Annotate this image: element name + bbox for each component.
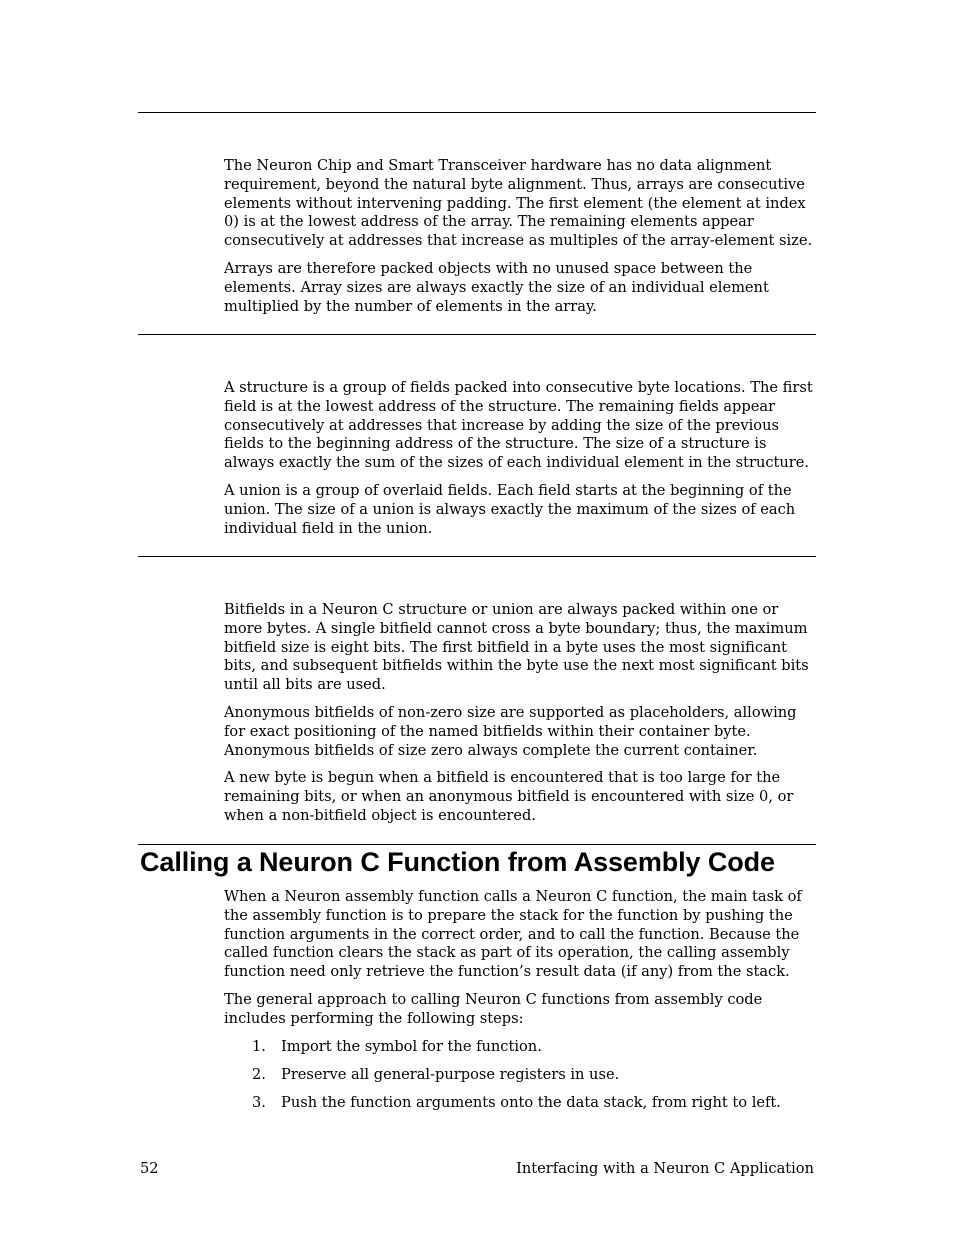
calling-section	[224, 888, 816, 1029]
section-divider-bitfields	[138, 556, 816, 557]
bitfields-paragraph-2: Anonymous bitfields of non-zero size are supported as placeholders, allowing for exact positioning of the named bitfields within their container byte. Anonymous bitfields of size zero always complete the current container.	[224, 703, 797, 759]
section-divider-arrays	[138, 112, 816, 113]
steps-list	[252, 1038, 816, 1113]
bitfields-paragraph-1: Bitfields in a Neuron C structure or union are always packed within one or more bytes. A single bitfield cannot cross a byte boundary; thus, the maximum bitfield size is eight bits. The first bitfield in a byte uses the most significant bits, and subsequent bitfields within the byte use the next most significant bits until all bits are used.	[224, 601, 809, 694]
list-item	[252, 1038, 816, 1057]
step-text: Preserve all general-purpose registers in use.	[281, 1065, 620, 1083]
arrays-paragraph-1: The Neuron Chip and Smart Transceiver hardware has no data alignment requirement, beyond the natural byte alignment. Thus, arrays are consecutive elements without intervening padding. The first element (the element at index 0) is at the lowest address of the array. The remaining elements appear consecutively at addresses that increase as multiples of the array-element size.	[224, 157, 813, 250]
step-number: 3.	[252, 1093, 266, 1111]
bitfields-section	[224, 601, 816, 826]
step-text: Import the symbol for the function.	[281, 1038, 542, 1055]
structures-paragraph-2: A union is a group of overlaid fields. Each field starts at the beginning of the union. The size of a union is always exactly the maximum of the sizes of each individual field in the union.	[224, 481, 796, 537]
step-number: 1.	[252, 1038, 266, 1055]
section-divider-structures	[138, 334, 816, 335]
step-text: Push the function arguments onto the data stack, from right to left.	[281, 1093, 781, 1111]
list-item	[252, 1094, 816, 1113]
calling-paragraph-1: When a Neuron assembly function calls a Neuron C function, the main task of the assembly function is to prepare the stack for the function by pushing the function arguments in the correct order, and to call the function. Because the called function clears the stack as part of its operation, the calling assembly function need only retrieve the function’s result data (if any) from the stack.	[224, 888, 802, 981]
structures-paragraph-1: A structure is a group of fields packed into consecutive byte locations. The first field is at the lowest address of the structure. The remaining fields appear consecutively at addresses that increase by adding the size of the previous fields to the beginning address of the structure. The size of a structure is always exactly the sum of the sizes of each individual element in the structure.	[224, 379, 813, 472]
section-heading: Calling a Neuron C Function from Assembly Code	[140, 847, 775, 877]
step-number: 2.	[252, 1065, 266, 1083]
page-number: 52	[140, 1160, 159, 1177]
structures-section	[224, 379, 816, 538]
list-item	[252, 1066, 816, 1085]
footer-title: Interfacing with a Neuron C Application	[516, 1160, 814, 1177]
arrays-section	[224, 157, 816, 316]
arrays-paragraph-2: Arrays are therefore packed objects with no unused space between the elements. Array sizes are always exactly the size of an individual element multiplied by the number of elements in the array.	[224, 259, 769, 315]
bitfields-paragraph-3: A new byte is begun when a bitfield is encountered that is too large for the remaining bits, or when an anonymous bitfield is encountered with size 0, or when a non-bitfield object is encountered.	[224, 769, 794, 824]
calling-paragraph-2: The general approach to calling Neuron C functions from assembly code includes performing the following steps:	[224, 990, 763, 1027]
